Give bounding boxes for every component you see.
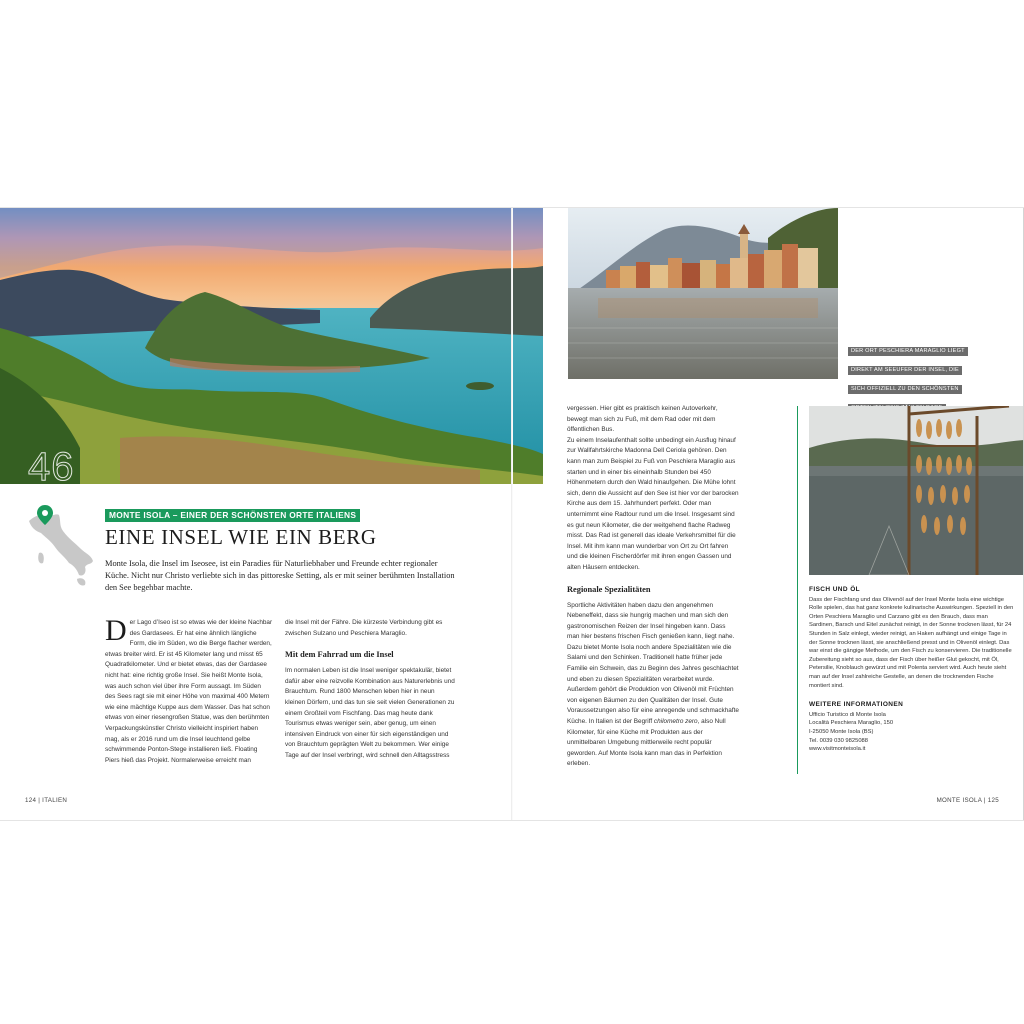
body-text: Zu einem Inselaufenthalt sollte unbedingt ein Ausflug hinauf zur Wallfahrtskirche Madonna Dell Ceriola gehören. Den kann man zum Beispiel zu Fuß von Peschiera Maraglio aus starten und in einer bis eineinhalb Stunden bei 450 Höhenmetern durch den Wald hinaufgehen. Die Mühe lohnt sich, denn die Aussicht auf den See ist hier vor der barocken Kirche aus dem 15. Jahrhundert perfekt. Oder man unternimmt eine Radtour rund um die Insel. Insgesamt sind es gut neun Kilometer, die der weitgehend flache Radweg misst. Das Rad ist generell das ideale Verkehrsmittel für die Insel. Mit ihm kann man wunderbar von Ort zu Ort fahren und die kleinen Fischerdörfer mit ihren engen Gassen und alten Häusern entdecken. <box>567 436 739 571</box>
body-text: vergessen. Hier gibt es praktisch keinen Autoverkehr, bewegt man sich zu Fuß, mit dem Rad oder mit dem öffentlichen Bus. <box>567 405 718 434</box>
magazine-spread <box>0 207 1024 821</box>
article-lead: Monte Isola, die Insel im Iseosee, ist ein Paradies für Naturliebhaber und Freunde echter regionaler Küche. Nicht nur Christo verliebte sich in das pittoreske Setting, als er mit seiner berühmten Installation den See begehbar machte. <box>105 559 455 592</box>
address-line: Località Peschiera Maraglio, 150 <box>809 720 894 727</box>
address-line: Ufficio Turistico di Monte Isola <box>809 711 886 718</box>
body-text <box>567 601 739 771</box>
hero-photo-lake-iseo <box>0 208 543 484</box>
photo-drying-fish <box>809 406 1024 575</box>
article-kicker: MONTE ISOLA – EINER DER SCHÖNSTEN ORTE ITALIENS <box>105 509 360 522</box>
sidebar-box <box>809 586 1014 754</box>
phone-line: Tel. 0039 030 9825088 <box>809 737 868 744</box>
sidebar-heading: WEITERE INFORMATIONEN <box>809 701 904 709</box>
address-line: I-25050 Monte Isola (BS) <box>809 728 874 735</box>
caption-line: DIREKT AM SEEUFER DER INSEL, DIE <box>848 366 962 375</box>
sidebar-heading: FISCH UND ÖL <box>809 586 861 593</box>
body-text-part: , also Null Kilometer, für eine Küche mit Produkten aus der unmittelbaren Umgebung mittlerweile recht populär geworden. Auf Monte Isola kann man das in Perfektion erleben. <box>567 718 726 768</box>
section-heading: Regionale Spezialitäten <box>567 584 651 594</box>
italic-term: chilometro zero <box>653 718 698 726</box>
info-block <box>809 701 1014 754</box>
spread-gutter <box>511 208 513 820</box>
caption-line: SICH OFFIZIELL ZU DEN SCHÖNSTEN <box>848 385 962 394</box>
website-link[interactable]: www.visitmonteisola.it <box>809 746 866 753</box>
photo-peschiera-maraglio <box>568 208 838 379</box>
text-column-3 <box>567 404 739 770</box>
folio-right: MONTE ISOLA | 125 <box>936 797 999 804</box>
body-text: Im normalen Leben ist die Insel weniger spektakulär, bietet dafür aber eine reizvolle Kombination aus Naturerlebnis und Brauchtum. Rund 1800 Menschen leben hier in neun kleinen Dörfern, und das tun sie seit vielen Generationen zu einem Großteil vom Fischfang. Das mag heute dank Tourismus etwas weniger sein, aber genug, um einen intensiven Eindruck von einer für sich eigenständigen und von Brauchtum geprägten Welt zu bekommen. Wer einige Tage auf der Insel verbringt, wird schnell den Alltagsstress <box>285 667 455 759</box>
drop-cap: D <box>105 614 127 647</box>
text-column-1 <box>105 614 273 766</box>
sidebar-text: Dass der Fischfang und das Olivenöl auf der Insel Monte Isola eine wichtige Rolle spielen, das hat ganz konkrete kulinarische Auswirkungen. Speziell in den Orten Peschiera Maraglio und Carzano gibt es den Brauch, dass man Sardinen, Barsch und Eitel zunächst reinigt, in der Sonne trocknen lässt, für 24 Stunden in Salz einlegt, wieder reinigt, an Haken aufhängt und einige Tage in der Sonne trocknen lässt, sie anschließend presst und in Olivenöl einlegt. Das war einst die gängige Methode, um den Fisch zu konservieren. Die traditionelle Zubereitung sieht so aus, dass der Fisch über heißer Glut gekocht, mit Öl, Petersilie, Knoblauch gewürzt und mit Polenta serviert wird. Auch heute sieht man auf der Insel zahlreiche Gestelle, an denen die trocknenden Fische montiert sind. <box>809 596 1014 689</box>
chapter-number: 46 <box>28 445 75 484</box>
caption-line: DER ORT PESCHIERA MARAGLIO LIEGT <box>848 347 968 356</box>
text-column-2 <box>285 618 455 762</box>
body-text: die Insel mit der Fähre. Die kürzeste Verbindung gibt es zwischen Sulzano und Peschiera Maraglio. <box>285 619 443 637</box>
sidebar-divider <box>797 406 798 774</box>
italy-locator-map <box>25 503 97 595</box>
body-text-part: Sportliche Aktivitäten haben dazu den angenehmen Nebeneffekt, dass sie hungrig machen und man sich den gastronomischen Reizen der Insel hingeben kann. Dass man hier bestens frischen Fisch genießen kann, liegt nahe. Dazu bietet Monte Isola noch andere Spezialitäten wie die Salami und den Schinken. Traditionell hatte früher jede Familie ein Schwein, das zu Beginn des Jahres geschlachtet und eben zu diesen Spezialitäten verarbeitet wurde. Außerdem gehört die Produktion von Olivenöl mit Früchten von eigenen Bäumen zu den Qualitäten der Insel. Gute Voraussetzungen also für eine anregende und schmackhafte Küche. In Italien ist der Begriff <box>567 601 739 726</box>
folio-left: 124 | ITALIEN <box>25 797 68 804</box>
article-title: EINE INSEL WIE EIN BERG <box>105 525 377 549</box>
body-text: er Lago d’Iseo ist so etwas wie der kleine Nachbar des Gardasees. Er hat eine ähnlich längliche Form, die im Süden, wo die Berge flacher werden, etwas breiter wird. Er ist 45 Kilometer lang und misst 65 Quadratkilometer. Und er bietet etwas, das der Gardasee nicht hat: eine richtig große Insel. Sie heißt Monte Isola, was auch schon viel über ihre Form aussagt. Im Süden des Sees ragt sie mit einer Höhe von maximal 400 Metern wie eine mächtige Kuppe aus dem Wasser. Das hat schon etwas von einer riesengroßen Statue, was den berühmten Verpackungskünstler Christo vielleicht inspiriert haben mag, als er 2016 rund um die Insel leuchtend gelbe schwimmende Ponton-Stege installieren ließ. Floating Piers hieß das Projekt. Normalerweise erreicht man <box>105 619 273 764</box>
photo-caption <box>848 339 1008 415</box>
section-heading: Mit dem Fahrrad um die Insel <box>285 650 394 660</box>
